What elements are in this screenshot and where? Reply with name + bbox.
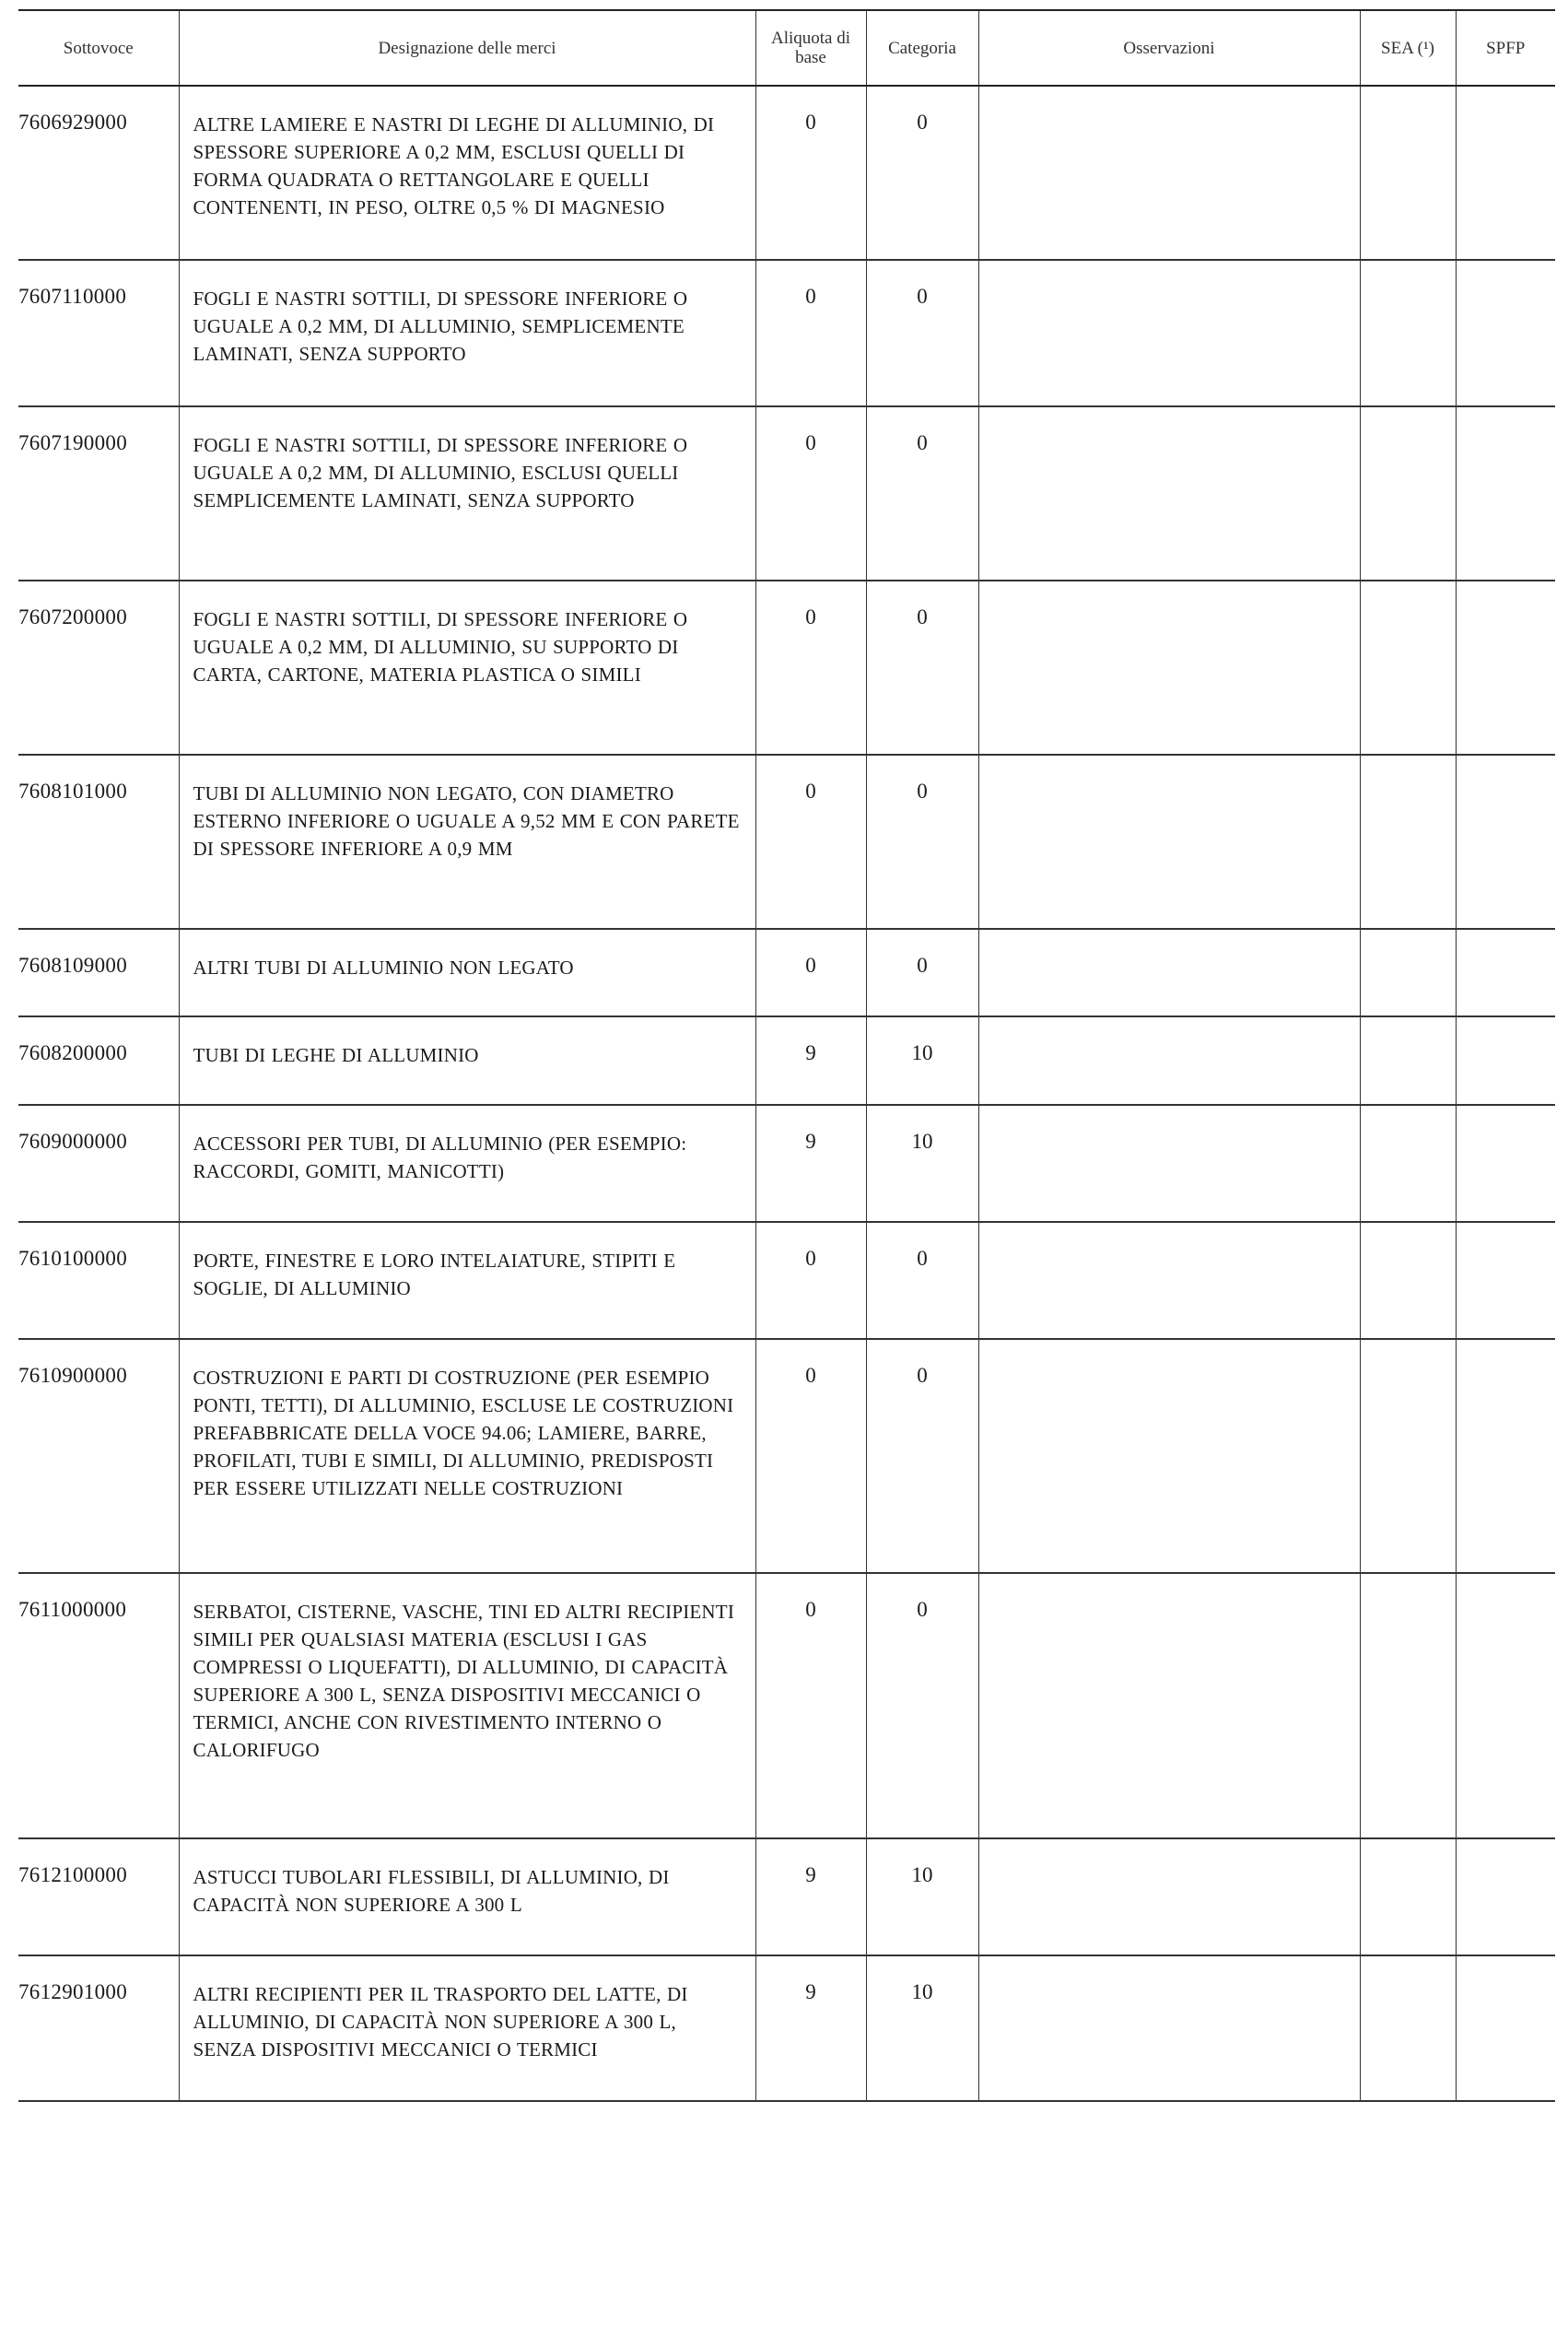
header-osservazioni: Osservazioni	[978, 10, 1360, 86]
row-categoria: 0	[866, 86, 978, 260]
row-code: 7610900000	[18, 1339, 179, 1573]
header-sottovoce: Sottovoce	[18, 10, 179, 86]
row-code: 7612901000	[18, 1955, 179, 2101]
row-categoria: 0	[866, 755, 978, 929]
row-sea	[1360, 86, 1456, 260]
row-code: 7606929000	[18, 86, 179, 260]
row-sea	[1360, 755, 1456, 929]
row-code: 7607200000	[18, 581, 179, 755]
row-spfp	[1456, 1573, 1555, 1838]
row-description: ALTRI RECIPIENTI PER IL TRASPORTO DEL LATTE, DI ALLUMINIO, DI CAPACITÀ NON SUPERIORE A 300 L, SENZA DISPOSITIVI MECCANICI O TERMICI	[179, 1955, 755, 2101]
row-sea	[1360, 929, 1456, 1016]
table-row	[18, 260, 1555, 406]
row-aliquota: 9	[755, 1955, 866, 2101]
row-spfp	[1456, 1955, 1555, 2101]
row-categoria: 10	[866, 1838, 978, 1955]
row-categoria: 0	[866, 1222, 978, 1339]
row-osservazioni	[978, 260, 1360, 406]
row-description: FOGLI E NASTRI SOTTILI, DI SPESSORE INFERIORE O UGUALE A 0,2 MM, DI ALLUMINIO, SU SUPPORTO DI CARTA, CARTONE, MATERIA PLASTICA O SIMILI	[179, 581, 755, 755]
row-aliquota: 0	[755, 755, 866, 929]
row-spfp	[1456, 1339, 1555, 1573]
table-row	[18, 86, 1555, 260]
table-row	[18, 1573, 1555, 1838]
row-code: 7612100000	[18, 1838, 179, 1955]
row-osservazioni	[978, 86, 1360, 260]
row-description: PORTE, FINESTRE E LORO INTELAIATURE, STIPITI E SOGLIE, DI ALLUMINIO	[179, 1222, 755, 1339]
row-osservazioni	[978, 1016, 1360, 1105]
row-description: ACCESSORI PER TUBI, DI ALLUMINIO (PER ESEMPIO: RACCORDI, GOMITI, MANICOTTI)	[179, 1105, 755, 1222]
row-aliquota: 0	[755, 406, 866, 581]
header-sea: SEA (¹)	[1360, 10, 1456, 86]
row-aliquota: 0	[755, 1573, 866, 1838]
table-row	[18, 1016, 1555, 1105]
row-sea	[1360, 581, 1456, 755]
row-osservazioni	[978, 1838, 1360, 1955]
row-sea	[1360, 406, 1456, 581]
row-description: TUBI DI LEGHE DI ALLUMINIO	[179, 1016, 755, 1105]
row-categoria: 0	[866, 260, 978, 406]
table-row	[18, 929, 1555, 1016]
row-sea	[1360, 1955, 1456, 2101]
row-code: 7610100000	[18, 1222, 179, 1339]
row-spfp	[1456, 406, 1555, 581]
row-code: 7608101000	[18, 755, 179, 929]
row-osservazioni	[978, 1955, 1360, 2101]
row-categoria: 0	[866, 406, 978, 581]
row-categoria: 0	[866, 1573, 978, 1838]
row-sea	[1360, 1573, 1456, 1838]
table-row	[18, 1955, 1555, 2101]
row-categoria: 0	[866, 1339, 978, 1573]
row-spfp	[1456, 1838, 1555, 1955]
header-categoria: Categoria	[866, 10, 978, 86]
row-aliquota: 0	[755, 581, 866, 755]
row-spfp	[1456, 86, 1555, 260]
row-description: ALTRE LAMIERE E NASTRI DI LEGHE DI ALLUMINIO, DI SPESSORE SUPERIORE A 0,2 MM, ESCLUSI QUELLI DI FORMA QUADRATA O RETTANGOLARE E QUELLI CONTENENTI, IN PESO, OLTRE 0,5 % DI MAGNESIO	[179, 86, 755, 260]
row-aliquota: 0	[755, 1339, 866, 1573]
row-code: 7607110000	[18, 260, 179, 406]
row-spfp	[1456, 260, 1555, 406]
row-description: FOGLI E NASTRI SOTTILI, DI SPESSORE INFERIORE O UGUALE A 0,2 MM, DI ALLUMINIO, SEMPLICEMENTE LAMINATI, SENZA SUPPORTO	[179, 260, 755, 406]
row-description: TUBI DI ALLUMINIO NON LEGATO, CON DIAMETRO ESTERNO INFERIORE O UGUALE A 9,52 MM E CON PARETE DI SPESSORE INFERIORE A 0,9 MM	[179, 755, 755, 929]
row-aliquota: 0	[755, 260, 866, 406]
row-sea	[1360, 1838, 1456, 1955]
row-sea	[1360, 1105, 1456, 1222]
table-row	[18, 1838, 1555, 1955]
row-sea	[1360, 260, 1456, 406]
table-row	[18, 1339, 1555, 1573]
header-designazione: Designazione delle merci	[179, 10, 755, 86]
row-sea	[1360, 1016, 1456, 1105]
row-aliquota: 0	[755, 86, 866, 260]
row-osservazioni	[978, 1573, 1360, 1838]
row-description: ALTRI TUBI DI ALLUMINIO NON LEGATO	[179, 929, 755, 1016]
row-spfp	[1456, 1016, 1555, 1105]
row-osservazioni	[978, 1339, 1360, 1573]
table-row	[18, 581, 1555, 755]
row-categoria: 0	[866, 929, 978, 1016]
row-code: 7609000000	[18, 1105, 179, 1222]
row-description: ASTUCCI TUBOLARI FLESSIBILI, DI ALLUMINIO, DI CAPACITÀ NON SUPERIORE A 300 L	[179, 1838, 755, 1955]
row-aliquota: 0	[755, 1222, 866, 1339]
row-categoria: 0	[866, 581, 978, 755]
row-categoria: 10	[866, 1955, 978, 2101]
row-osservazioni	[978, 755, 1360, 929]
row-code: 7607190000	[18, 406, 179, 581]
row-aliquota: 9	[755, 1105, 866, 1222]
table-row	[18, 1222, 1555, 1339]
header-spfp: SPFP	[1456, 10, 1555, 86]
row-osservazioni	[978, 1222, 1360, 1339]
row-categoria: 10	[866, 1016, 978, 1105]
row-spfp	[1456, 755, 1555, 929]
row-description: COSTRUZIONI E PARTI DI COSTRUZIONE (PER ESEMPIO PONTI, TETTI), DI ALLUMINIO, ESCLUSE LE COSTRUZIONI PREFABBRICATE DELLA VOCE 94.06; LAMIERE, BARRE, PROFILATI, TUBI E SIMILI, DI ALLUMINIO, PREDISPOSTI PER ESSERE UTILIZZATI NELLE COSTRUZIONI	[179, 1339, 755, 1573]
row-code: 7608200000	[18, 1016, 179, 1105]
row-spfp	[1456, 1105, 1555, 1222]
row-spfp	[1456, 1222, 1555, 1339]
row-aliquota: 9	[755, 1016, 866, 1105]
row-code: 7608109000	[18, 929, 179, 1016]
row-description: FOGLI E NASTRI SOTTILI, DI SPESSORE INFERIORE O UGUALE A 0,2 MM, DI ALLUMINIO, ESCLUSI QUELLI SEMPLICEMENTE LAMINATI, SENZA SUPPORTO	[179, 406, 755, 581]
row-sea	[1360, 1222, 1456, 1339]
row-spfp	[1456, 581, 1555, 755]
row-sea	[1360, 1339, 1456, 1573]
header-aliquota: Aliquota di base	[755, 10, 866, 86]
row-osservazioni	[978, 1105, 1360, 1222]
row-aliquota: 0	[755, 929, 866, 1016]
table-row	[18, 406, 1555, 581]
tariff-table	[18, 9, 1555, 2102]
tariff-sheet	[18, 9, 1555, 2102]
row-aliquota: 9	[755, 1838, 866, 1955]
row-categoria: 10	[866, 1105, 978, 1222]
row-description: SERBATOI, CISTERNE, VASCHE, TINI ED ALTRI RECIPIENTI SIMILI PER QUALSIASI MATERIA (ESCLUSI I GAS COMPRESSI O LIQUEFATTI), DI ALLUMINIO, DI CAPACITÀ SUPERIORE A 300 L, SENZA DISPOSITIVI MECCANICI O TERMICI, ANCHE CON RIVESTIMENTO INTERNO O CALORIFUGO	[179, 1573, 755, 1838]
table-row	[18, 755, 1555, 929]
row-osservazioni	[978, 406, 1360, 581]
row-spfp	[1456, 929, 1555, 1016]
header-row	[18, 10, 1555, 86]
row-osservazioni	[978, 929, 1360, 1016]
row-code: 7611000000	[18, 1573, 179, 1838]
row-osservazioni	[978, 581, 1360, 755]
table-row	[18, 1105, 1555, 1222]
